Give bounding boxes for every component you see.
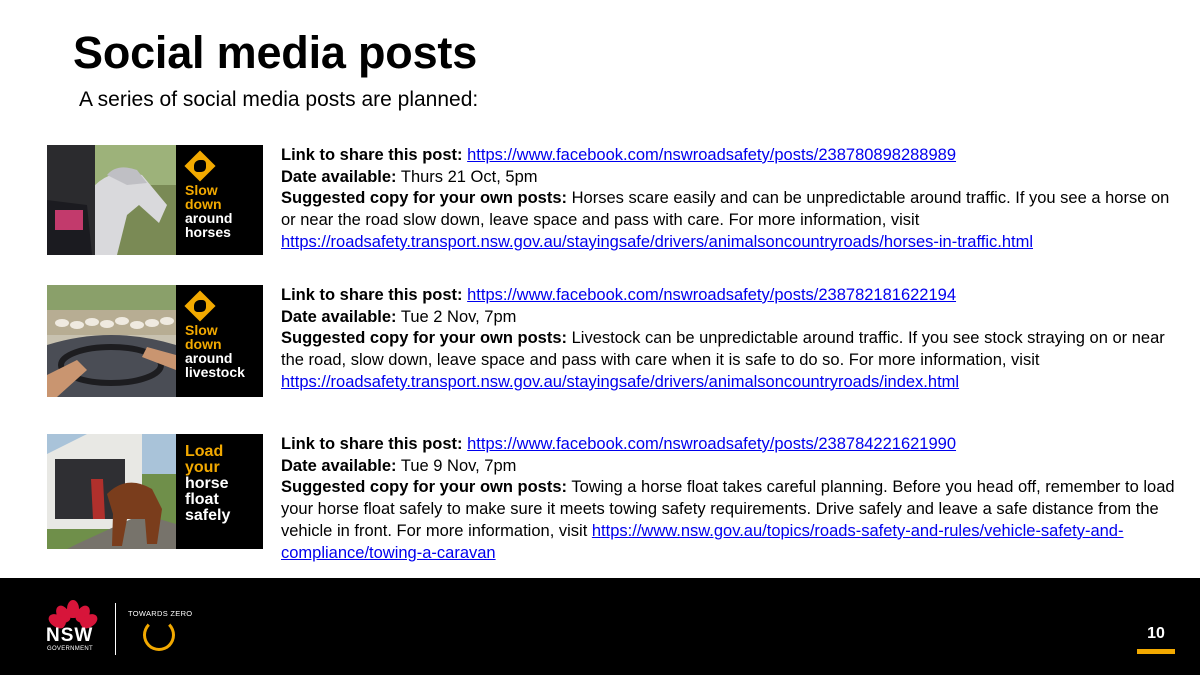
post-text xyxy=(281,145,1181,254)
post-image-horse-float xyxy=(47,434,263,549)
tz-logo-text: TOWARDS ZERO xyxy=(128,609,193,618)
livestock-driver-photo xyxy=(47,285,176,397)
slide-footer xyxy=(0,578,1200,675)
post-image-horses xyxy=(47,145,263,255)
post-date: Thurs 21 Oct, 5pm xyxy=(400,167,538,186)
post-copy: Horses scare easily and can be unpredictable around traffic. If you see a horse on or near the road slow down, leave space and pass with care. For more information, visit xyxy=(281,189,1170,230)
info-link[interactable]: https://roadsafety.transport.nsw.gov.au/stayingsafe/drivers/animalsoncountryroads/horses-in-traffic.html xyxy=(281,232,1034,251)
towards-zero-arc-icon xyxy=(143,619,175,651)
info-link[interactable]: https://www.nsw.gov.au/topics/roads-safety-and-rules/vehicle-safety-and-compliance/towing-a-caravan xyxy=(281,521,1124,562)
link-label: Link to share this post: xyxy=(281,286,463,304)
post-copy: Towing a horse float takes careful planning. Before you head off, remember to load your horse float safely to make sure it meets towing safety requirements. Drive safely and leave a safe distance from the vehicle in front. For more information, visit xyxy=(281,478,1175,540)
slide-title: Social media posts xyxy=(73,27,478,78)
link-label: Link to share this post: xyxy=(281,146,463,164)
waratah-icon xyxy=(55,600,91,626)
share-post-link[interactable]: https://www.facebook.com/nswroadsafety/posts/238782181622194 xyxy=(467,286,957,304)
towards-zero-logo xyxy=(128,606,198,656)
nsw-logo-subtext: GOVERNMENT xyxy=(47,646,94,652)
post-date: Tue 2 Nov, 7pm xyxy=(400,307,517,326)
copy-label: Suggested copy for your own posts: xyxy=(281,189,568,208)
horse-warning-sign-icon xyxy=(184,150,215,181)
nsw-logo-text: NSW xyxy=(46,625,94,646)
copy-label: Suggested copy for your own posts: xyxy=(281,329,568,348)
post-copy: Livestock can be unpredictable around traffic. If you see stock straying on or near the road, slow down, leave space and pass with care when it is safe to do so. For more information, visit xyxy=(281,329,1165,370)
horse-rider-photo xyxy=(47,145,176,255)
date-label: Date available: xyxy=(281,456,397,475)
page-number-bar xyxy=(1137,649,1175,654)
livestock-warning-sign-icon xyxy=(184,290,215,321)
post-image-caption: Slow down around livestock xyxy=(185,322,245,380)
post-image-caption: Slow down around horses xyxy=(185,182,233,240)
post-image-panel xyxy=(176,285,263,397)
slide-subtitle: A series of social media posts are planned: xyxy=(79,88,479,111)
copy-label: Suggested copy for your own posts: xyxy=(281,478,568,497)
post-text xyxy=(281,434,1181,564)
share-post-link[interactable]: https://www.facebook.com/nswroadsafety/posts/238780898288989 xyxy=(467,146,957,164)
share-post-link[interactable]: https://www.facebook.com/nswroadsafety/posts/238784221621990 xyxy=(467,435,957,453)
link-label: Link to share this post: xyxy=(281,435,463,453)
post-text xyxy=(281,285,1181,394)
date-label: Date available: xyxy=(281,167,397,186)
post-date: Tue 9 Nov, 7pm xyxy=(400,456,517,475)
horse-float-photo xyxy=(47,434,176,549)
post-image-panel xyxy=(176,434,263,549)
nsw-government-logo xyxy=(46,600,100,654)
post-image-livestock xyxy=(47,285,263,397)
info-link[interactable]: https://roadsafety.transport.nsw.gov.au/stayingsafe/drivers/animalsoncountryroads/index.html xyxy=(281,372,960,391)
page-number: 10 xyxy=(1147,625,1165,642)
post-image-panel xyxy=(176,145,263,255)
logo-divider xyxy=(115,603,116,655)
post-image-caption: Load your horse float safely xyxy=(185,443,231,524)
date-label: Date available: xyxy=(281,307,397,326)
